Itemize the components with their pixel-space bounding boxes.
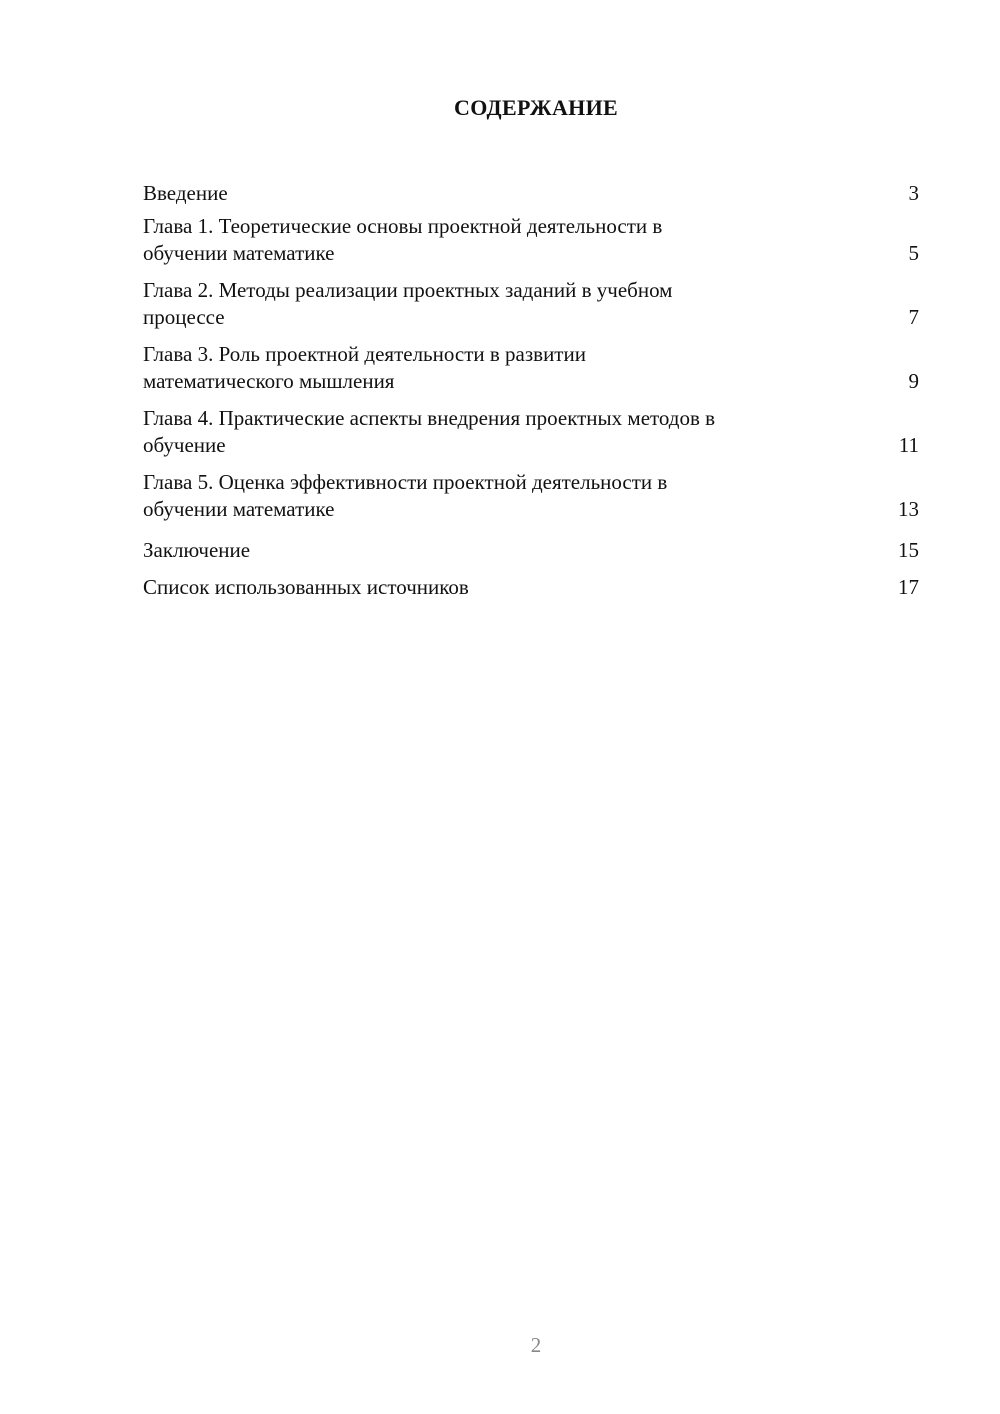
toc-entry-label: Заключение (143, 538, 251, 562)
toc-entry-introduction (143, 170, 919, 207)
toc-entry-label: Введение (143, 181, 228, 205)
toc-entry-label: Глава 4. Практические аспекты внедрения проектных методов в обучение (143, 406, 716, 457)
toc-entry-page: 11 (898, 433, 919, 457)
toc-entry-page: 5 (908, 241, 919, 265)
toc-entry-page: 17 (898, 575, 919, 599)
toc-entry-label: Глава 5. Оценка эффективности проектной деятельности в обучении математике (143, 470, 668, 521)
toc-entry-label: Список использованных источников (143, 575, 469, 599)
toc-entry-page: 9 (908, 369, 919, 393)
toc-entry-label: Глава 1. Теоретические основы проектной деятельности в обучении математике (143, 214, 663, 265)
toc-entry-label: Глава 2. Методы реализации проектных заданий в учебном процессе (143, 278, 673, 329)
toc-entry-label: Глава 3. Роль проектной деятельности в развитии математического мышления (143, 342, 586, 393)
toc-entry-chapter-1 (143, 207, 919, 271)
toc-entry-chapter-4 (143, 399, 919, 463)
toc-entry-chapter-5 (143, 463, 919, 527)
page-number: 2 (530, 1333, 542, 1357)
toc-entry-chapter-3 (143, 335, 919, 399)
toc-entry-page: 15 (898, 538, 919, 562)
table-of-contents (143, 170, 919, 601)
toc-entry-page: 13 (898, 497, 919, 521)
page-title: СОДЕРЖАНИЕ (454, 95, 618, 120)
toc-entry-page: 3 (908, 181, 919, 205)
toc-entry-conclusion (143, 527, 919, 564)
toc-entry-chapter-2 (143, 271, 919, 335)
toc-entry-page: 7 (908, 305, 919, 329)
toc-entry-references (143, 564, 919, 601)
